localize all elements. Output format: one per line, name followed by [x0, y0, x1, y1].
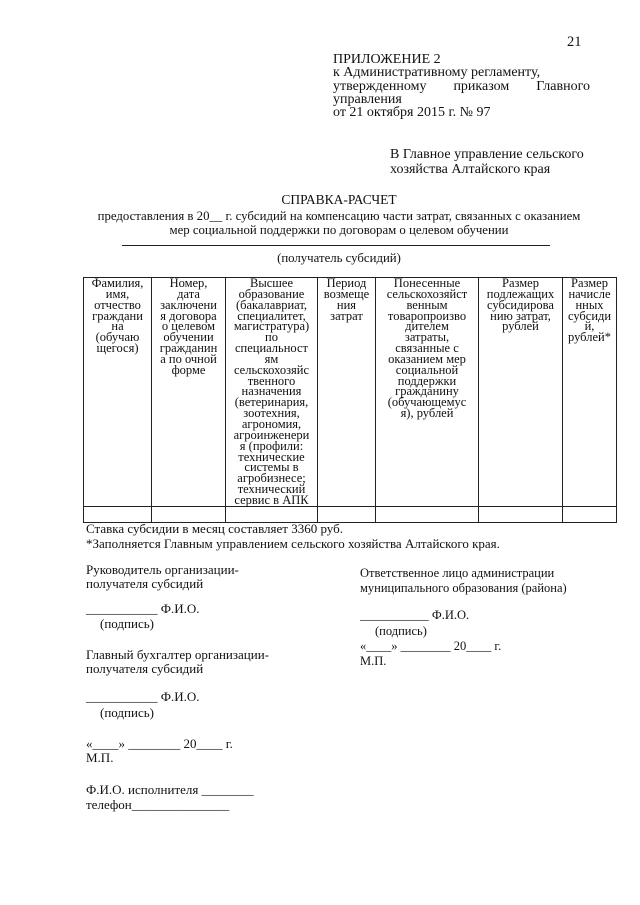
table-header-line: начисле	[568, 286, 611, 301]
table-header-line: рублей*	[568, 330, 611, 345]
addressee-block	[390, 147, 584, 177]
header-incurred-costs	[376, 278, 479, 507]
accountant-title-line: Главный бухгалтер организации-	[86, 647, 269, 662]
appendix-line: управления	[333, 91, 402, 107]
table-header-line: назначения	[241, 384, 302, 399]
table-header-line: оказанием мер	[388, 351, 466, 366]
addressee-line: хозяйства Алтайского края	[390, 162, 551, 177]
table-header-line: поддержки	[397, 373, 457, 388]
table-header-line: венным	[406, 297, 448, 312]
table-cell	[479, 507, 563, 523]
table-header-line: имя,	[105, 286, 130, 301]
table-header-line: я), рублей	[400, 406, 454, 421]
table-header-line: (обучающемус	[387, 395, 467, 410]
header-full-name	[84, 278, 152, 507]
addressee-line: В Главное управление сельского	[390, 147, 584, 162]
date-line: «____» ________ 20____ г.	[86, 736, 233, 751]
recipient-caption: (получатель субсидий)	[277, 251, 401, 265]
header-subsidized-costs	[479, 278, 563, 507]
table-header-line: Размер	[502, 276, 539, 290]
table-header-line: по	[265, 330, 278, 345]
table-cell	[376, 507, 479, 523]
table-header-line: заключени	[160, 297, 217, 312]
table-header-line: (бакалавриат,	[235, 297, 308, 312]
table-header-line: субсиди	[567, 308, 612, 323]
document-subtitle-line: предоставления в 20__ г. субсидий на компенсацию части затрат, связанных с оказанием	[97, 209, 581, 223]
table-header-line: специалитет,	[237, 308, 306, 323]
table-header-line: агроинженери	[233, 427, 310, 442]
table-header-line: твенного	[247, 373, 296, 388]
table-header-line: й,	[584, 319, 595, 334]
accountant-title-line: получателя субсидий	[86, 661, 204, 676]
table-header-line: специальност	[234, 341, 309, 356]
table-header-line: дителем	[405, 319, 449, 334]
table-header-line: агрономия,	[241, 416, 302, 431]
table-header-line: агробизнесе;	[237, 471, 306, 486]
subsidy-rate-note: Ставка субсидии в месяц составляет 3360 руб.	[86, 521, 343, 536]
table-header-line: рублей	[502, 319, 539, 334]
table-header-line: сервис в АПК	[234, 492, 309, 507]
table-header-line: гражданин	[159, 341, 218, 356]
table-header-line: гражданину	[395, 384, 459, 399]
head-signature-line: ___________ Ф.И.О.	[86, 601, 200, 616]
page-number: 21	[567, 34, 582, 50]
table-header-line: а по очной	[160, 351, 217, 366]
table-header-line: ям	[264, 351, 279, 366]
table-header-line: субсидирова	[487, 297, 554, 312]
table-header-line: Фамилия,	[91, 276, 144, 290]
table-header-line: ния	[336, 297, 357, 312]
table-header-line: подлежащих	[486, 286, 555, 301]
municipal-signature-caption: (подпись)	[375, 624, 427, 638]
table-header-line: отчество	[94, 297, 141, 312]
head-title-line: Руководитель организации-	[86, 562, 239, 577]
table-header-line: граждани	[92, 308, 143, 323]
municipal-title-line: Ответственное лицо администрации	[360, 566, 555, 580]
header-accrued-subsidies	[563, 278, 617, 507]
table-header-line: обучении	[163, 330, 214, 345]
table-header-line: форме	[171, 362, 206, 377]
appendix-heading: ПРИЛОЖЕНИЕ 2	[333, 52, 441, 67]
header-contract-number-date	[152, 278, 226, 507]
accountant-signature-caption: (подпись)	[100, 705, 154, 720]
table-header-line: Размер	[571, 276, 608, 290]
municipal-date-line: «____» ________ 20____ г.	[360, 639, 502, 653]
stamp-place: М.П.	[86, 750, 114, 765]
municipal-stamp-place: М.П.	[360, 654, 387, 668]
executor-line: Ф.И.О. исполнителя ________	[86, 782, 254, 797]
table-header-line: я (профили:	[239, 438, 304, 453]
table-header-line: социальной	[395, 362, 459, 377]
table-header-line: (обучаю	[95, 330, 140, 345]
head-signature-caption: (подпись)	[100, 616, 154, 631]
table-header-line: технические	[238, 449, 305, 464]
table-header-line: затраты,	[404, 330, 450, 345]
table-header-line: Период	[326, 276, 367, 290]
table-header-line: затрат	[330, 308, 363, 323]
header-higher-education	[226, 278, 318, 507]
table-header-line: товаропроизво	[387, 308, 467, 323]
table-header-line: образование	[238, 286, 305, 301]
table-header-line: зоотехния,	[243, 406, 300, 421]
document-title: СПРАВКА-РАСЧЕТ	[281, 192, 397, 207]
table-header-line: магистратура)	[233, 319, 310, 334]
table-header-line: Понесенные	[393, 276, 461, 290]
table-header-line: связанные с	[395, 341, 459, 356]
table-header-line: дата	[177, 286, 200, 301]
table-header-line: Высшее	[249, 276, 293, 290]
head-title-line: получателя субсидий	[86, 576, 204, 591]
table-header-line: возмеще	[323, 286, 370, 301]
table-header-line: щегося)	[96, 341, 139, 356]
municipal-signature-line: ___________ Ф.И.О.	[360, 608, 470, 622]
footnote: *Заполняется Главным управлением сельского хозяйства Алтайского края.	[86, 536, 500, 551]
table-header-line: на	[111, 319, 124, 334]
table-header-line: сельскохозяйс	[233, 362, 310, 377]
table-cell	[563, 507, 617, 523]
table-header-line: нию затрат,	[490, 308, 551, 323]
appendix-line: к Административному регламенту,	[333, 65, 541, 81]
table-header-line: нных	[575, 297, 604, 312]
accountant-signature-line: ___________ Ф.И.О.	[86, 689, 200, 704]
table-header-line: о целевом	[161, 319, 216, 334]
table-header-line: сельскохозяйст	[386, 286, 468, 301]
table-header-line: Номер,	[169, 276, 208, 290]
table-header-line: (ветеринария,	[234, 395, 309, 410]
appendix-line: от 21 октября 2015 г. № 97	[333, 105, 491, 121]
header-reimbursement-period	[318, 278, 376, 507]
appendix-block	[333, 53, 590, 119]
calculation-table	[83, 277, 617, 523]
municipal-title-line: муниципального образования (района)	[360, 581, 567, 595]
table-header-row	[84, 278, 617, 507]
phone-line: телефон_______________	[86, 797, 230, 812]
table-header-line: технический	[237, 482, 306, 497]
table-header-line: системы в	[244, 460, 299, 475]
appendix-line: утвержденному приказом Главного	[333, 78, 590, 94]
recipient-blank-line	[122, 245, 550, 246]
document-subtitle-line: мер социальной поддержки по договорам о целевом обучении	[169, 223, 509, 237]
table-header-line: я договора	[160, 308, 217, 323]
